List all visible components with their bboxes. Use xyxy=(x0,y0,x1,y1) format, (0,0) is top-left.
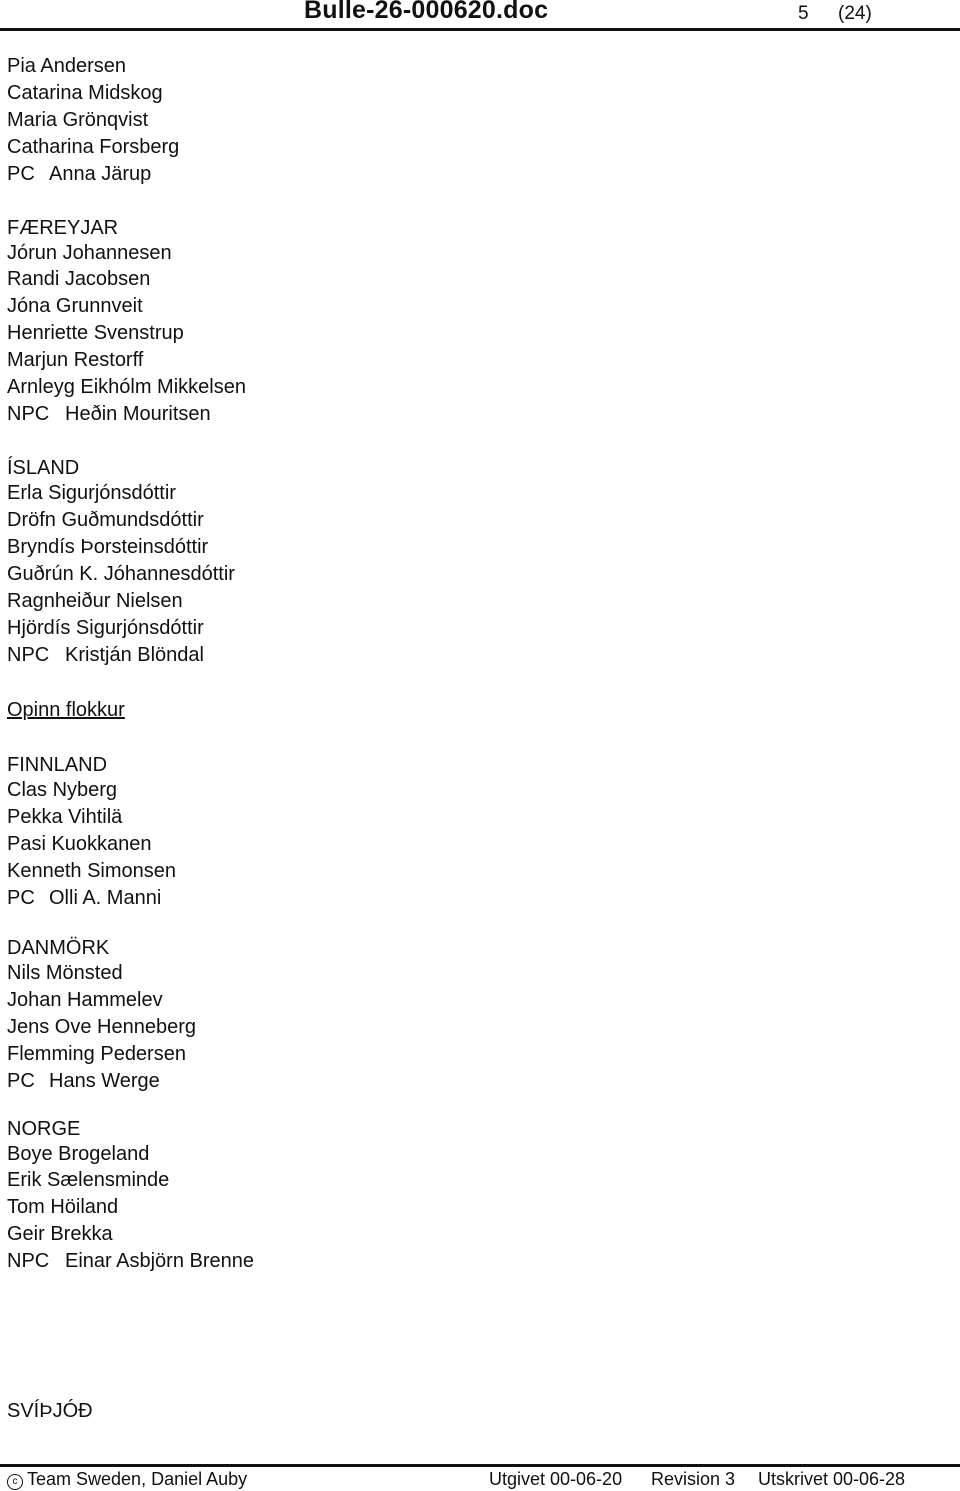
player-line: Catharina Forsberg xyxy=(7,136,180,158)
player-line: Clas Nyberg xyxy=(7,779,118,801)
player-line: Tom Höiland xyxy=(7,1196,119,1218)
player-line: Marjun Restorff xyxy=(7,349,144,371)
captain-line xyxy=(7,886,161,910)
captain-line xyxy=(7,1069,160,1093)
player-line: Maria Grönqvist xyxy=(7,109,149,131)
captain-name: Heðin Mouritsen xyxy=(65,403,211,425)
captain-line xyxy=(7,1249,254,1273)
captain-name: Hans Werge xyxy=(49,1070,160,1092)
team-title: SVÍÞJÓÐ xyxy=(7,1400,93,1422)
page-total: (24) xyxy=(838,3,872,24)
page-number: 5 xyxy=(798,3,809,24)
team-title: NORGE xyxy=(7,1118,81,1140)
captain-name: Olli A. Manni xyxy=(49,887,162,909)
footer-rule xyxy=(0,1464,960,1467)
player-line: Randi Jacobsen xyxy=(7,268,151,290)
player-line: Henriette Svenstrup xyxy=(7,322,184,344)
role-label: PC xyxy=(7,887,35,909)
footer-revision: Revision 3 xyxy=(651,1469,736,1489)
player-line: Jens Ove Henneberg xyxy=(7,1016,197,1038)
team-title: FÆREYJAR xyxy=(7,217,119,239)
captain-name: Anna Järup xyxy=(49,163,152,185)
team-title: DANMÖRK xyxy=(7,937,110,959)
page-header xyxy=(0,0,960,30)
player-line: Arnleyg Eikhólm Mikkelsen xyxy=(7,376,246,398)
player-line: Bryndís Þorsteinsdóttir xyxy=(7,536,209,558)
role-label: NPC xyxy=(7,644,50,666)
role-label: NPC xyxy=(7,403,50,425)
player-line: Pia Andersen xyxy=(7,55,126,77)
header-rule xyxy=(0,28,960,31)
player-line: Geir Brekka xyxy=(7,1223,113,1245)
player-line: Erla Sigurjónsdóttir xyxy=(7,482,176,504)
player-line: Flemming Pedersen xyxy=(7,1043,186,1065)
player-line: Pekka Vihtilä xyxy=(7,806,123,828)
player-line: Boye Brogeland xyxy=(7,1143,150,1165)
player-line: Erik Sælensminde xyxy=(7,1169,170,1191)
team-title: ÍSLAND xyxy=(7,457,80,479)
role-label: NPC xyxy=(7,1250,50,1272)
player-line: Catarina Midskog xyxy=(7,82,163,104)
player-line: Dröfn Guðmundsdóttir xyxy=(7,509,204,531)
team-title: FINNLAND xyxy=(7,754,108,776)
author-text: Team Sweden, Daniel Auby xyxy=(27,1469,248,1489)
section-title: Opinn flokkur xyxy=(7,699,125,721)
footer-author xyxy=(7,1469,247,1490)
footer-printed: Utskrivet 00-06-28 xyxy=(758,1469,906,1489)
captain-line xyxy=(7,402,211,426)
player-line: Guðrún K. Jóhannesdóttir xyxy=(7,563,235,585)
player-line: Jórun Johannesen xyxy=(7,242,172,264)
player-line: Nils Mönsted xyxy=(7,962,123,984)
player-line: Ragnheiður Nielsen xyxy=(7,590,183,612)
player-line: Kenneth Simonsen xyxy=(7,860,177,882)
player-line: Pasi Kuokkanen xyxy=(7,833,152,855)
document-filename: Bulle-26-000620.doc xyxy=(304,0,549,24)
captain-line xyxy=(7,643,204,667)
player-line: Hjördís Sigurjónsdóttir xyxy=(7,617,204,639)
captain-line xyxy=(7,162,151,186)
footer-issued: Utgivet 00-06-20 xyxy=(489,1469,623,1489)
captain-name: Einar Asbjörn Brenne xyxy=(65,1250,255,1272)
role-label: PC xyxy=(7,1070,35,1092)
player-line: Jóna Grunnveit xyxy=(7,295,143,317)
player-line: Johan Hammelev xyxy=(7,989,163,1011)
role-label: PC xyxy=(7,163,35,185)
captain-name: Kristján Blöndal xyxy=(65,644,204,666)
copyright-icon: c xyxy=(7,1474,23,1490)
